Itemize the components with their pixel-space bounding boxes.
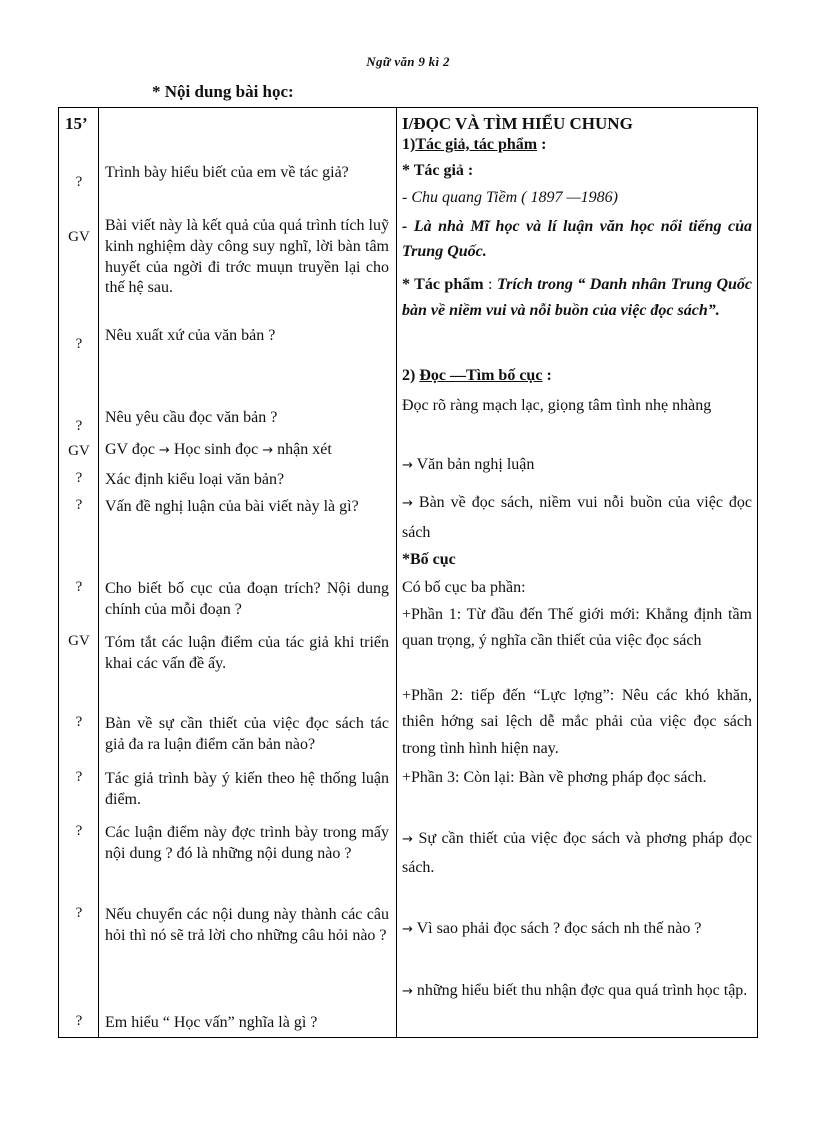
section-title: * Nội dung bài học: [152,82,294,101]
marker-teacher: GV [68,443,90,459]
marker-question: ? [75,769,83,785]
marker-question: ? [75,336,83,352]
page-header: Ngữ văn 9 kì 2 [366,54,450,69]
author-name-years: - Chu quang Tiềm ( 1897 —1986) [402,189,618,206]
summary-questions-text: Vì sao phải đọc sách ? đọc sách nh thế nào ? [416,920,702,937]
text-genre-value: Văn bản nghị luận [416,456,535,473]
heading-colon: : [542,367,552,384]
reading-instruction: Đọc rõ ràng mạch lạc, giọng tâm tình nhẹ nhàng [402,397,712,414]
text-issue [402,488,752,549]
arrow-icon: → [158,443,170,458]
layout-part-3: +Phần 3: Còn lại: Bàn về phơng pháp đọc sách. [402,769,707,786]
column-divider-2 [396,108,397,1037]
reading-step-student: Học sinh đọc [173,441,259,458]
arrow-icon: → [402,458,413,473]
marker-question: ? [75,905,83,921]
marker-teacher: GV [68,633,90,649]
marker-question: ? [75,714,83,730]
layout-label: *Bố cục [402,551,456,568]
summary-necessity-text: Sự cần thiết của việc đọc sách và phơng pháp đọc sách. [402,830,753,876]
author-label: * Tác giả : [402,162,474,179]
arrow-icon: → [402,832,413,847]
heading-text: Đọc —Tìm bố cục [419,367,543,384]
heading-text: Tác giả, tác phẩm [415,136,538,153]
summary-necessity [402,825,752,883]
reading-step-comment: nhận xét [277,441,332,458]
summary-learning [402,977,752,1006]
content-heading-author-work [402,135,752,156]
work-text: Trích trong “ Danh nhân Trung Quốc bàn về niềm vui và nỗi buồn của việc đọc sách”. [402,276,753,319]
content-heading-read-layout [402,366,752,387]
work-description [402,272,752,324]
lesson-table [58,107,758,1038]
marker-question: ? [75,418,83,434]
teacher-question-structure: Cho biết bố cục của đoạn trích? Nội dung chính của mỗi đoạn ? [105,580,389,618]
layout-intro: Có bố cục ba phần: [402,579,526,596]
marker-question: ? [75,497,83,513]
column-divider-1 [98,108,99,1037]
teacher-question-genre: Xác định kiểu loại văn bản? [105,471,285,488]
heading-number: 1) [402,136,416,153]
teacher-reading-steps [105,440,389,461]
marker-question: ? [75,579,83,595]
teacher-question-main-point: Bàn về sự cần thiết của việc đọc sách tác giả đa ra luận điểm căn bản nào? [105,715,389,753]
work-separator: : [483,276,497,293]
heading-colon: : [537,136,547,153]
teacher-task-summary: Tóm tắt các luận điểm của tác giả khi triển khai các vấn đề ấy. [105,634,389,672]
arrow-icon: → [402,984,413,999]
heading-number: 2) [402,367,420,384]
work-label: * Tác phẩm [402,276,484,293]
teacher-question-reading: Nêu yêu cầu đọc văn bản ? [105,409,278,426]
marker-teacher: GV [68,229,90,245]
teacher-question-learning: Em hiểu “ Học vấn” nghĩa là gì ? [105,1014,318,1031]
teacher-question-origin: Nêu xuất xứ của văn bản ? [105,327,276,344]
arrow-icon: → [402,922,413,937]
text-issue-value: Bàn về đọc sách, niềm vui nỗi buồn của việc đọc sách [402,494,753,542]
arrow-icon: → [402,496,413,511]
reading-step-teacher: GV đọc [105,441,155,458]
time-cell: 15’ [65,114,88,133]
author-description: - Là nhà Mĩ học và lí luận văn học nổi tiếng của Trung Quốc. [402,218,752,260]
teacher-question-issue: Vấn đề nghị luận của bài viết này là gì? [105,498,359,515]
layout-part-2: +Phần 2: tiếp đến “Lực lợng”: Nêu các khó khăn, thiên hớng sai lệch dễ mắc phải của việc đọc sách trong tình hình hiện nay. [402,687,752,757]
summary-learning-text: những hiểu biết thu nhận đợc qua quá trình học tập. [416,982,748,999]
teacher-note-system: Tác giả trình bày ý kiến theo hệ thống luận điểm. [105,770,389,808]
marker-question: ? [75,174,83,190]
arrow-icon: → [262,443,274,458]
text-genre [402,455,752,476]
teacher-question-contents: Các luận điểm này đợc trình bày trong mấy nội dung ? đó là những nội dung nào ? [105,824,389,862]
marker-question: ? [75,823,83,839]
marker-question: ? [75,1013,83,1029]
teacher-note-context: Bài viết này là kết quả của quá trình tích luỹ kinh nghiệm dày công suy nghĩ, lời bàn tâm huyết của ngời đi trớc muụn truyền lại cho thế hệ sau. [105,217,389,297]
layout-part-1: +Phần 1: Từ đầu đến Thế giới mới: Khẳng định tầm quan trọng, ý nghĩa cần thiết của việc đọc sách [402,606,752,650]
content-heading-1: I/ĐỌC VÀ TÌM HIỂU CHUNG [402,114,633,133]
marker-question: ? [75,470,83,486]
teacher-question-author: Trình bày hiểu biết của em về tác giả? [105,164,349,181]
teacher-question-convert: Nếu chuyển các nội dung này thành các câu hỏi thì nó sẽ trả lời cho những câu hỏi nào ? [105,906,389,944]
summary-questions [402,915,752,944]
